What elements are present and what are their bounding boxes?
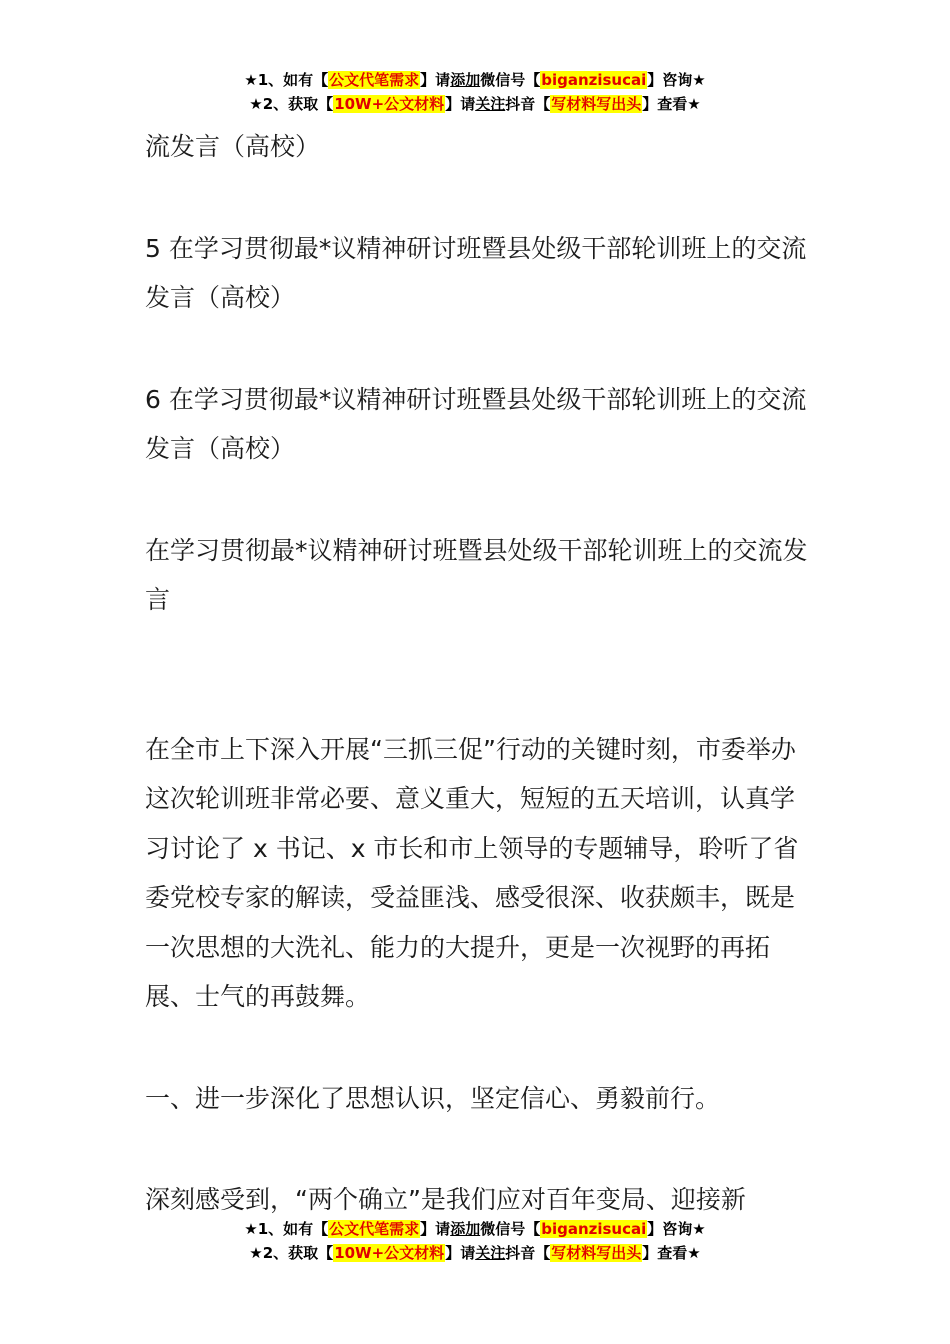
banner-text: 抖音【 [505, 95, 551, 113]
highlight-text: 公文代笔需求 [329, 1220, 420, 1238]
list-item-5: 5 在学习贯彻最*议精神研讨班暨县处级干部轮训班上的交流发言（高校） [145, 233, 807, 312]
banner-text: 】请 [445, 1244, 476, 1262]
banner-line-2 [0, 92, 950, 116]
banner-text: 】请 [420, 71, 451, 89]
document-title: 在学习贯彻最*议精神研讨班暨县处级干部轮训班上的交流发言 [145, 535, 808, 614]
highlight-text: 写材料写出头 [551, 95, 642, 113]
bottom-banner [0, 1217, 950, 1265]
banner-text: ★2、获取【 [249, 95, 334, 113]
banner-text: 】咨询★ [647, 1220, 706, 1238]
highlight-text: 写材料写出头 [551, 1244, 642, 1262]
banner-text: ★1、如有【 [244, 1220, 329, 1238]
document-body [145, 122, 810, 1225]
banner-line-1 [0, 1217, 950, 1241]
highlight-text: 10W+公文材料 [334, 1244, 445, 1262]
banner-text: 】咨询★ [647, 71, 706, 89]
banner-text: 】请 [420, 1220, 451, 1238]
banner-line-1 [0, 68, 950, 92]
underlined-text: 关注 [475, 95, 506, 113]
banner-text: 】请 [445, 95, 476, 113]
banner-line-2 [0, 1241, 950, 1265]
highlight-text: 10W+公文材料 [334, 95, 445, 113]
list-item-6: 6 在学习贯彻最*议精神研讨班暨县处级干部轮训班上的交流发言（高校） [145, 384, 807, 463]
underlined-text: 添加 [450, 1220, 481, 1238]
top-banner [0, 68, 950, 116]
section-heading-1: 一、进一步深化了思想认识，坚定信心、勇毅前行。 [145, 1083, 721, 1113]
banner-text: 】查看★ [642, 95, 701, 113]
banner-text: 微信号【 [480, 1220, 541, 1238]
underlined-text: 添加 [450, 71, 481, 89]
banner-text: 微信号【 [480, 71, 541, 89]
highlight-text: 公文代笔需求 [329, 71, 420, 89]
banner-text: 】查看★ [642, 1244, 701, 1262]
banner-text: ★1、如有【 [244, 71, 329, 89]
intro-paragraph: 在全市上下深入开展“三抓三促”行动的关键时刻，市委举办这次轮训班非常必要、意义重大，短短的五天培训，认真学习讨论了 x 书记、x 市长和市上领导的专题辅导，聆听了省委党校专家的解读，受益匪浅、感受很深、收获颇丰，既是一次思想的大洗礼、能力的大提升，更是一次视野的再拓展、士气的再鼓舞。 [145, 734, 799, 1011]
banner-text: 抖音【 [505, 1244, 551, 1262]
body-paragraph: 深刻感受到，“两个确立”是我们应对百年变局、迎接新 [145, 1185, 746, 1214]
list-item-continuation: 流发言（高校） [145, 132, 321, 161]
banner-text: ★2、获取【 [249, 1244, 334, 1262]
highlight-text: biganzisucai [541, 1220, 647, 1238]
highlight-text: biganzisucai [541, 71, 647, 89]
underlined-text: 关注 [475, 1244, 506, 1262]
